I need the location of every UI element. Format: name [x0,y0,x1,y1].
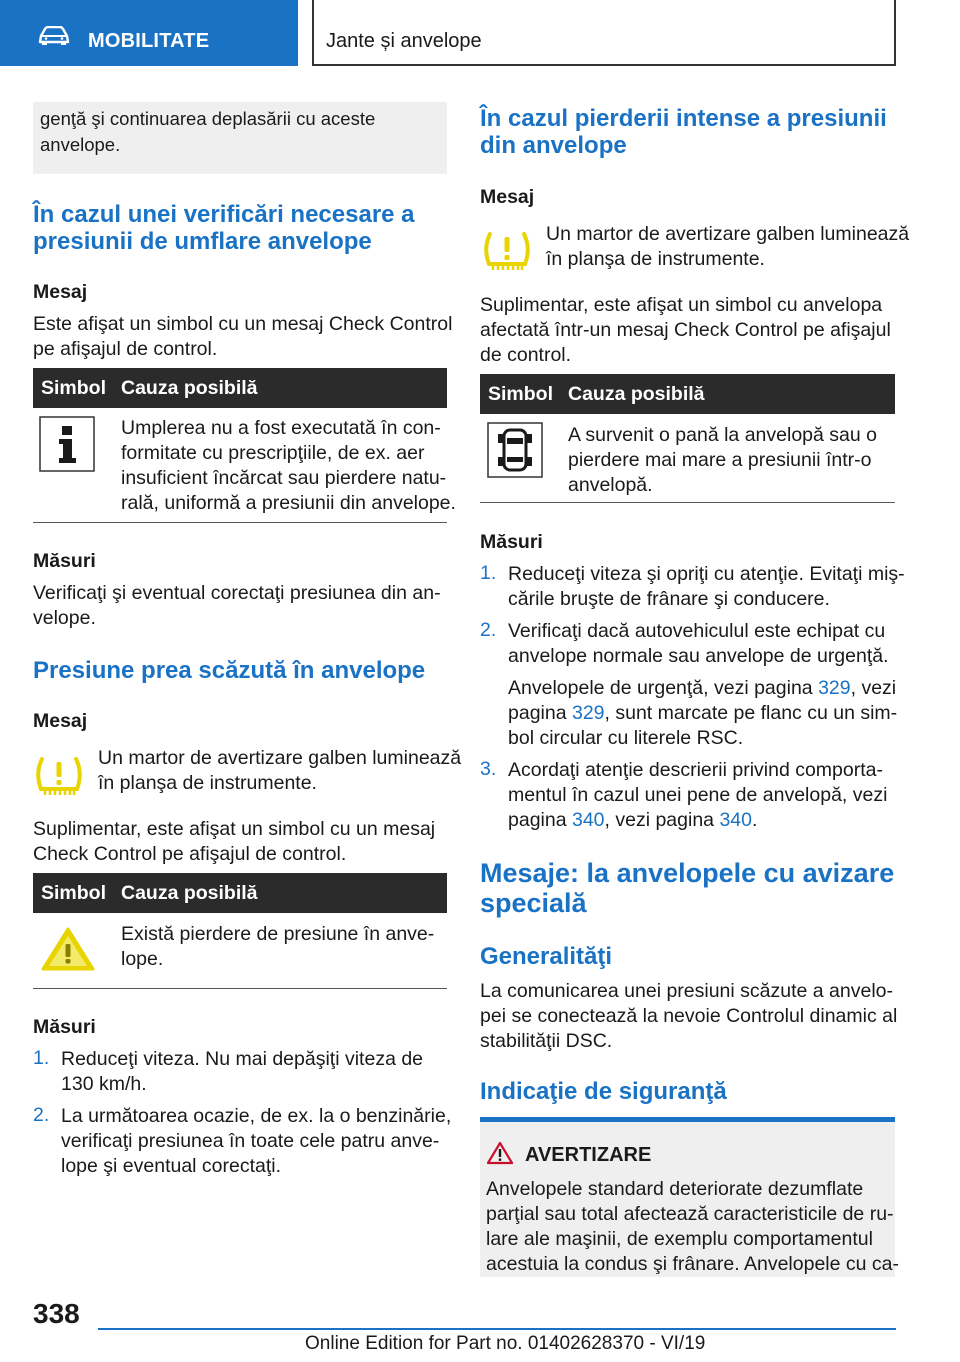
chapter-title: Jante și anvelope [326,30,482,52]
table-cell-line: anvelopă. [568,474,653,496]
text-run: , vezi pagina [604,809,720,831]
text-run: . [751,809,758,831]
paragraph-line: pe afişajul de control. [33,338,218,360]
paragraph-line: La comunicarea unei presiuni scăzute a anvelo- [480,980,893,1002]
list-number: 1. [480,562,497,584]
paragraph-line: Este afişat un simbol cu un mesaj Check Control [33,313,453,335]
continuation-text: genţă şi continuarea deplasării cu aceste anvelope. [40,108,376,155]
paragraph-line: velope. [33,607,96,629]
tire-pressure-warning-icon [481,230,533,274]
list-item-line: Reduceţi viteza. Nu mai depăşiţi viteza de [61,1048,424,1070]
warning-line: Anvelopele standard deteriorate dezumflate [486,1178,864,1200]
mesaj-label: Mesaj [33,710,88,732]
section-heading-check-pressure-l1: În cazul unei verificări necesare a [33,201,415,228]
list-item-line: mentul în cazul unei pene de anvelopă, vezi [508,784,888,806]
table-header [33,368,447,408]
list-item-line: bol circular cu literele RSC. [508,727,744,749]
table-header [480,374,895,414]
warning-title: AVERTIZARE [525,1144,652,1166]
table-header-symbol: Simbol [41,882,107,904]
paragraph-line: în planşa de instrumente. [546,248,765,270]
table-header-cause: Cauza posibilă [121,377,258,399]
masuri-label: Măsuri [33,1016,96,1038]
section-heading-special-tires-l1: Mesaje: la anvelopele cu avizare [480,858,895,888]
table-cell-line: Umplerea nu a fost executată în con- [121,417,441,439]
warning-triangle-icon [40,926,96,972]
subheading-general: Generalităţi [480,943,613,970]
masuri-label: Măsuri [33,550,96,572]
mesaj-label: Mesaj [33,281,88,303]
list-item-line: 130 km/h. [61,1073,147,1095]
paragraph-line: Check Control pe afişajul de control. [33,843,347,865]
list-number: 1. [33,1047,50,1069]
text-run: pagina [508,809,572,831]
paragraph-line: Suplimentar, este afişat un simbol cu anvelopa [480,294,883,316]
list-item-line [508,676,896,701]
car-tire-top-view-icon [487,422,543,478]
table-divider [33,988,447,989]
list-number: 2. [33,1104,50,1126]
list-item-line: verificaţi presiunea în toate cele patru anve- [61,1130,440,1152]
masuri-label: Măsuri [480,531,543,553]
section-heading-special-tires-l2: specială [480,888,587,918]
list-item-line [508,701,897,726]
table-cell-line: insuficient încărcat sau pierdere natu- [121,467,447,489]
paragraph-line: Suplimentar, este afişat un simbol cu un mesaj [33,818,436,840]
text-run: Anvelopele de urgenţă, vezi pagina [508,677,819,699]
paragraph-line: pei se conectează la nevoie Controlul dinamic al [480,1005,898,1027]
paragraph-line: Verificaţi şi eventual corectaţi presiunea din an- [33,582,441,604]
table-divider [480,502,895,503]
warning-line: parţial sau total afectează caracteristicile de ru- [486,1203,894,1225]
footer-edition: Online Edition for Part no. 01402628370 - VI/19 [305,1333,706,1354]
paragraph-line: Un martor de avertizare galben luminează [546,223,910,245]
paragraph-line: în planşa de instrumente. [98,772,317,794]
table-header [33,873,447,913]
section-tab-label: MOBILITATE [88,30,210,52]
page-number: 338 [33,1298,80,1329]
paragraph-line: afectată într-un mesaj Check Control pe afişajul [480,319,891,341]
table-cell-line: A survenit o pană la anvelopă sau o [568,424,877,446]
section-heading-check-pressure-l2: presiunii de umflare anvelope [33,228,372,255]
table-cell-line: pierdere mai mare a presiunii într-o [568,449,872,471]
page-link[interactable]: 340 [719,809,752,831]
list-item-line [508,808,757,833]
list-item-line: cările bruşte de frânare şi conducere. [508,588,830,610]
list-item-line: lope şi eventual corectaţi. [61,1155,282,1177]
page-link[interactable]: 340 [571,809,605,831]
page-link[interactable]: 329 [571,702,605,724]
chapter-title-box [312,0,896,66]
table-cell-line: Există pierdere de presiune în anve- [121,923,435,945]
section-heading-heavy-loss-l1: În cazul pierderii intense a presiunii [480,105,887,132]
table-header-cause: Cauza posibilă [121,882,258,904]
text-run: pagina [508,702,572,724]
paragraph-line: de control. [480,344,572,366]
list-item-line: Acordaţi atenţie descrierii privind comporta- [508,759,883,781]
list-item-line: anvelope normale sau anvelope de urgenţă. [508,645,889,667]
table-header-cause: Cauza posibilă [568,383,705,405]
table-cell-line: lope. [121,948,164,970]
page-link[interactable]: 329 [818,677,851,699]
warning-line: lare ale maşinii, de exemplu comportamentul [486,1228,873,1250]
table-header-symbol: Simbol [488,383,554,405]
table-divider [33,522,447,523]
paragraph-line: Un martor de avertizare galben luminează [98,747,462,769]
info-icon [39,416,95,472]
section-heading-low-pressure: Presiune prea scăzută în anvelope [33,657,426,684]
warning-line: acestuia la condus şi frânare. Anvelopele cu ca- [486,1253,899,1275]
section-tab [0,0,298,66]
warning-triangle-icon [486,1141,514,1165]
list-item-line: Verificaţi dacă autovehiculul este echipat cu [508,620,886,642]
car-icon [38,26,70,46]
section-heading-heavy-loss-l2: din anvelope [480,132,627,159]
text-run: , sunt marcate pe flanc cu un sim- [604,702,898,724]
paragraph-line: stabilităţii DSC. [480,1030,613,1052]
list-item-line: La următoarea ocazie, de ex. la o benzinărie, [61,1105,452,1127]
list-number: 2. [480,619,497,641]
tire-pressure-warning-icon [33,755,85,799]
table-cell-line: formitate cu prescripţiile, de ex. aer [121,442,425,464]
text-run: , vezi [850,677,897,699]
subheading-safety: Indicaţie de siguranţă [480,1078,727,1105]
mesaj-label: Mesaj [480,186,535,208]
table-cell-line: rală, uniformă a presiunii din anvelope. [121,492,456,514]
footer-rule [98,1328,896,1330]
list-item-line: Reduceţi viteza şi opriţi cu atenţie. Evitaţi miş- [508,563,905,585]
list-number: 3. [480,758,497,780]
table-header-symbol: Simbol [41,377,107,399]
